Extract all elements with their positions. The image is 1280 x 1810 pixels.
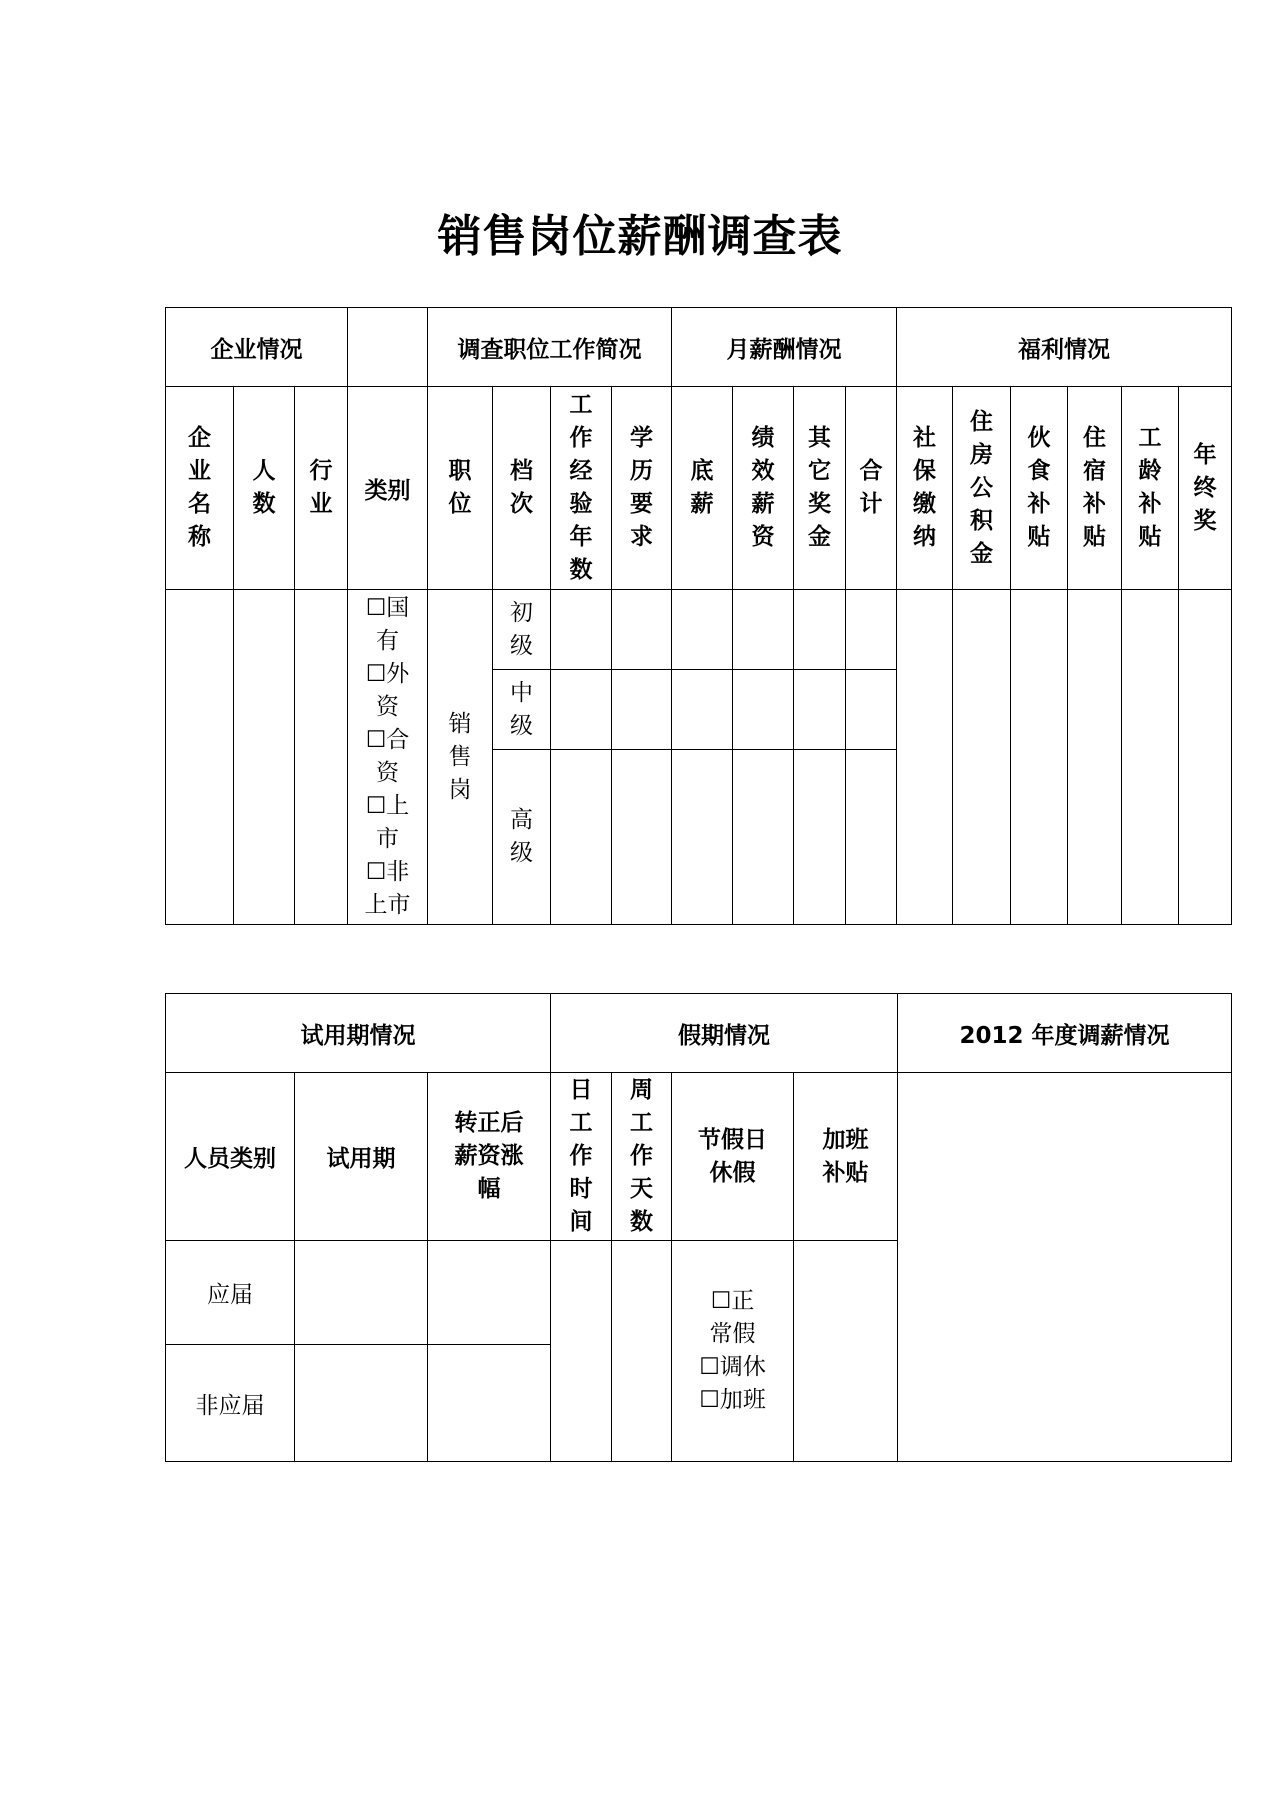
col-housing-fund: 住房公积金 bbox=[953, 387, 1011, 590]
col-company-name: 企业名称 bbox=[166, 387, 234, 590]
cell-senior-total[interactable] bbox=[846, 750, 897, 925]
headcount-cell[interactable] bbox=[234, 590, 295, 925]
cell-fresh-raise[interactable] bbox=[428, 1241, 551, 1345]
year-end-bonus-cell[interactable] bbox=[1179, 590, 1232, 925]
cell-middle-base[interactable] bbox=[672, 670, 733, 750]
level-middle: 中级 bbox=[493, 670, 551, 750]
col-meal-allowance: 伙食补贴 bbox=[1011, 387, 1068, 590]
col-category: 类别 bbox=[348, 387, 428, 590]
cell-fresh-probation[interactable] bbox=[295, 1241, 428, 1345]
col-year-end-bonus: 年终奖 bbox=[1179, 387, 1232, 590]
category-option-joint[interactable]: ☐合资 bbox=[365, 727, 410, 786]
cell-middle-experience[interactable] bbox=[551, 670, 612, 750]
holiday-option-overtime[interactable]: ☐加班 bbox=[699, 1387, 766, 1413]
col-overtime-allowance: 加班补贴 bbox=[794, 1073, 898, 1241]
col-headcount: 人数 bbox=[234, 387, 295, 590]
group-monthly-header: 月薪酬情况 bbox=[672, 308, 897, 387]
cell-middle-total[interactable] bbox=[846, 670, 897, 750]
page-title: 销售岗位薪酬调查表 bbox=[437, 211, 843, 262]
col-weekly-days: 周工作天数 bbox=[612, 1073, 672, 1241]
housing-fund-cell[interactable] bbox=[953, 590, 1011, 925]
cell-junior-total[interactable] bbox=[846, 590, 897, 670]
holiday-option-normal[interactable]: ☐正常假 bbox=[709, 1288, 756, 1347]
category-option-foreign[interactable]: ☐外资 bbox=[365, 661, 410, 720]
probation-vacation-table bbox=[165, 993, 1232, 1462]
cell-middle-other[interactable] bbox=[794, 670, 846, 750]
holiday-options[interactable] bbox=[672, 1241, 794, 1462]
col-daily-hours: 日工作时间 bbox=[551, 1073, 612, 1241]
col-experience: 工作经验年数 bbox=[551, 387, 612, 590]
industry-cell[interactable] bbox=[295, 590, 348, 925]
col-education: 学历要求 bbox=[612, 387, 672, 590]
cell-senior-other[interactable] bbox=[794, 750, 846, 925]
category-option-state[interactable]: ☐国有 bbox=[365, 595, 410, 654]
col-base-salary: 底薪 bbox=[672, 387, 733, 590]
cell-junior-performance[interactable] bbox=[733, 590, 794, 670]
seniority-allowance-cell[interactable] bbox=[1122, 590, 1179, 925]
weekly-days-cell[interactable] bbox=[612, 1241, 672, 1462]
group-blank-header bbox=[348, 308, 428, 387]
group-welfare-header: 福利情况 bbox=[897, 308, 1232, 387]
housing-allowance-cell[interactable] bbox=[1068, 590, 1122, 925]
col-seniority-allowance: 工龄补贴 bbox=[1122, 387, 1179, 590]
overtime-allowance-cell[interactable] bbox=[794, 1241, 898, 1462]
staff-type-nonfresh: 非应届 bbox=[166, 1345, 295, 1462]
col-raise-after: 转正后薪资涨幅 bbox=[428, 1073, 551, 1241]
meal-allowance-cell[interactable] bbox=[1011, 590, 1068, 925]
col-probation-period: 试用期 bbox=[295, 1073, 428, 1241]
level-senior: 高级 bbox=[493, 750, 551, 925]
cell-nonfresh-raise[interactable] bbox=[428, 1345, 551, 1462]
cell-senior-education[interactable] bbox=[612, 750, 672, 925]
job-value: 销售岗 bbox=[428, 590, 493, 925]
company-name-cell[interactable] bbox=[166, 590, 234, 925]
group-position-header: 调查职位工作简况 bbox=[428, 308, 672, 387]
holiday-option-shift[interactable]: ☐调休 bbox=[699, 1354, 766, 1380]
cell-junior-education[interactable] bbox=[612, 590, 672, 670]
col-staff-type: 人员类别 bbox=[166, 1073, 295, 1241]
adjustment-cell[interactable] bbox=[898, 1073, 1232, 1462]
cell-junior-other[interactable] bbox=[794, 590, 846, 670]
cell-nonfresh-probation[interactable] bbox=[295, 1345, 428, 1462]
category-options[interactable] bbox=[348, 590, 428, 925]
group-adjustment-header: 2012 年度调薪情况 bbox=[898, 994, 1232, 1073]
daily-hours-cell[interactable] bbox=[551, 1241, 612, 1462]
col-industry: 行业 bbox=[295, 387, 348, 590]
col-housing-allowance: 住宿补贴 bbox=[1068, 387, 1122, 590]
salary-survey-table bbox=[165, 307, 1232, 925]
cell-senior-base[interactable] bbox=[672, 750, 733, 925]
col-total: 合计 bbox=[846, 387, 897, 590]
social-insurance-cell[interactable] bbox=[897, 590, 953, 925]
cell-senior-performance[interactable] bbox=[733, 750, 794, 925]
staff-type-fresh: 应届 bbox=[166, 1241, 295, 1345]
cell-middle-performance[interactable] bbox=[733, 670, 794, 750]
cell-middle-education[interactable] bbox=[612, 670, 672, 750]
level-junior: 初级 bbox=[493, 590, 551, 670]
category-option-unlisted[interactable]: ☐非上市 bbox=[364, 859, 411, 918]
col-social-insurance: 社保缴纳 bbox=[897, 387, 953, 590]
cell-senior-experience[interactable] bbox=[551, 750, 612, 925]
group-probation-header: 试用期情况 bbox=[166, 994, 551, 1073]
cell-junior-base[interactable] bbox=[672, 590, 733, 670]
group-company-header: 企业情况 bbox=[166, 308, 348, 387]
col-job: 职位 bbox=[428, 387, 493, 590]
col-performance: 绩效薪资 bbox=[733, 387, 794, 590]
category-option-listed[interactable]: ☐上市 bbox=[365, 793, 410, 852]
col-other-bonus: 其它奖金 bbox=[794, 387, 846, 590]
col-level: 档次 bbox=[493, 387, 551, 590]
group-vacation-header: 假期情况 bbox=[551, 994, 898, 1073]
col-holiday: 节假日休假 bbox=[672, 1073, 794, 1241]
cell-junior-experience[interactable] bbox=[551, 590, 612, 670]
